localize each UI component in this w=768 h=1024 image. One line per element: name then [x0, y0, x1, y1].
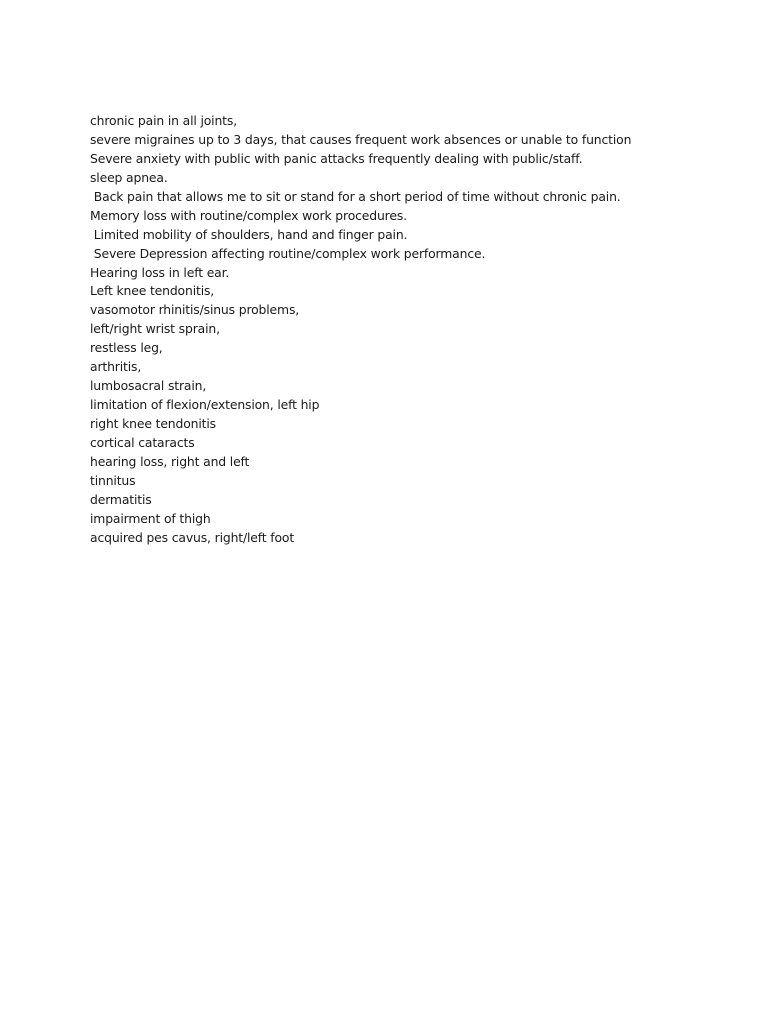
document-line: severe migraines up to 3 days, that causes frequent work absences or unable to function [90, 131, 632, 147]
document-line: acquired pes cavus, right/left foot [90, 529, 295, 545]
document-line: arthritis, [90, 359, 142, 375]
document-line: Left knee tendonitis, [90, 283, 215, 299]
document-line: restless leg, [90, 340, 163, 356]
document-line: dermatitis [90, 491, 152, 507]
document-line: sleep apnea. [90, 169, 168, 185]
document-line: cortical cataracts [90, 434, 195, 450]
document-line: tinnitus [90, 472, 136, 488]
document-line: chronic pain in all joints, [90, 113, 237, 128]
document-line: left/right wrist sprain, [90, 321, 220, 337]
document-line: right knee tendonitis [90, 416, 216, 431]
document-line: Memory loss with routine/complex work procedures. [90, 207, 407, 223]
document-text-list [90, 112, 750, 548]
document-line: lumbosacral strain, [90, 378, 207, 394]
document-line: Hearing loss in left ear. [90, 264, 230, 280]
document-line: Severe Depression affecting routine/complex work performance. [90, 245, 486, 261]
document-line: Limited mobility of shoulders, hand and finger pain. [90, 226, 408, 242]
document-line: Back pain that allows me to sit or stand for a short period of time without chronic pain. [90, 188, 621, 204]
document-line: impairment of thigh [90, 510, 211, 526]
document-line: Severe anxiety with public with panic attacks frequently dealing with public/staff. [90, 150, 583, 166]
document-line: vasomotor rhinitis/sinus problems, [90, 302, 300, 318]
document-line: limitation of flexion/extension, left hip [90, 397, 320, 413]
document-line: hearing loss, right and left [90, 453, 250, 469]
